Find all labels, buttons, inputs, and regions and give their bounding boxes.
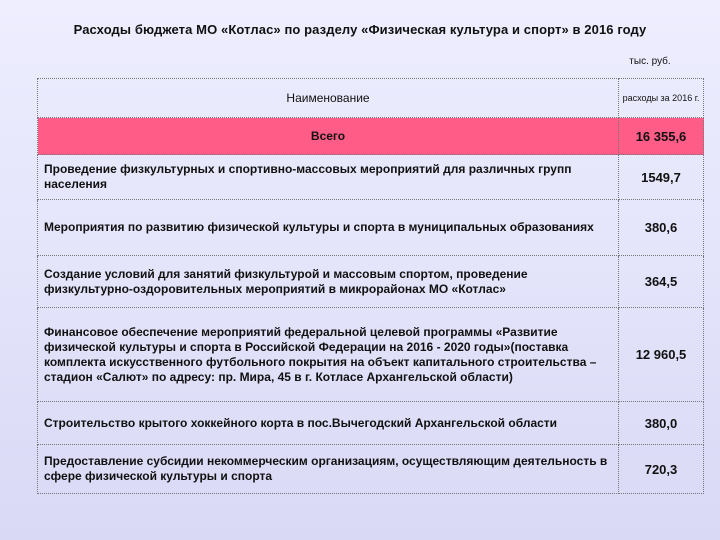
- total-name: Всего: [38, 118, 619, 155]
- header-name: Наименование: [38, 79, 619, 118]
- row-name: Создание условий для занятий физкультурой и массовым спортом, проведение физкультурно-оздоровительных мероприятий в микрорайонах МО «Котлас»: [38, 256, 619, 308]
- table-row: [38, 256, 704, 308]
- row-name: Проведение физкультурных и спортивно-массовых мероприятий для различных групп населения: [38, 155, 619, 200]
- page-title: Расходы бюджета МО «Котлас» по разделу «Физическая культура и спорт» в 2016 году: [73, 22, 647, 37]
- row-amount: 380,6: [619, 200, 704, 256]
- table-row: [38, 402, 704, 445]
- row-amount: 720,3: [619, 445, 704, 494]
- table-row: [38, 445, 704, 494]
- table-row: [38, 308, 704, 402]
- row-amount: 380,0: [619, 402, 704, 445]
- total-row: [38, 118, 704, 155]
- row-amount: 364,5: [619, 256, 704, 308]
- unit-label: тыс. руб.: [629, 56, 671, 67]
- table-header-row: [38, 79, 704, 118]
- row-name: Финансовое обеспечение мероприятий федеральной целевой программы «Развитие физической культуры и спорта в Российской Федерации на 2016 - 2020 годы»(поставка комплекта искусственного футбольного покрытия на объект капитального строительства – стадион «Салют» по адресу: пр. Мира, 45 в г. Котласе Архангельской области): [38, 308, 619, 402]
- budget-table: [37, 78, 704, 494]
- row-name: Предоставление субсидии некоммерческим организациям, осуществляющим деятельность в сфере физической культуры и спорта: [38, 445, 619, 494]
- row-name: Мероприятия по развитию физической культуры и спорта в муниципальных образованиях: [38, 200, 619, 256]
- table-row: [38, 155, 704, 200]
- row-name: Строительство крытого хоккейного корта в пос.Вычегодский Архангельской области: [38, 402, 619, 445]
- header-amount: расходы за 2016 г.: [619, 79, 704, 118]
- total-amount: 16 355,6: [619, 118, 704, 155]
- table-row: [38, 200, 704, 256]
- row-amount: 1549,7: [619, 155, 704, 200]
- row-amount: 12 960,5: [619, 308, 704, 402]
